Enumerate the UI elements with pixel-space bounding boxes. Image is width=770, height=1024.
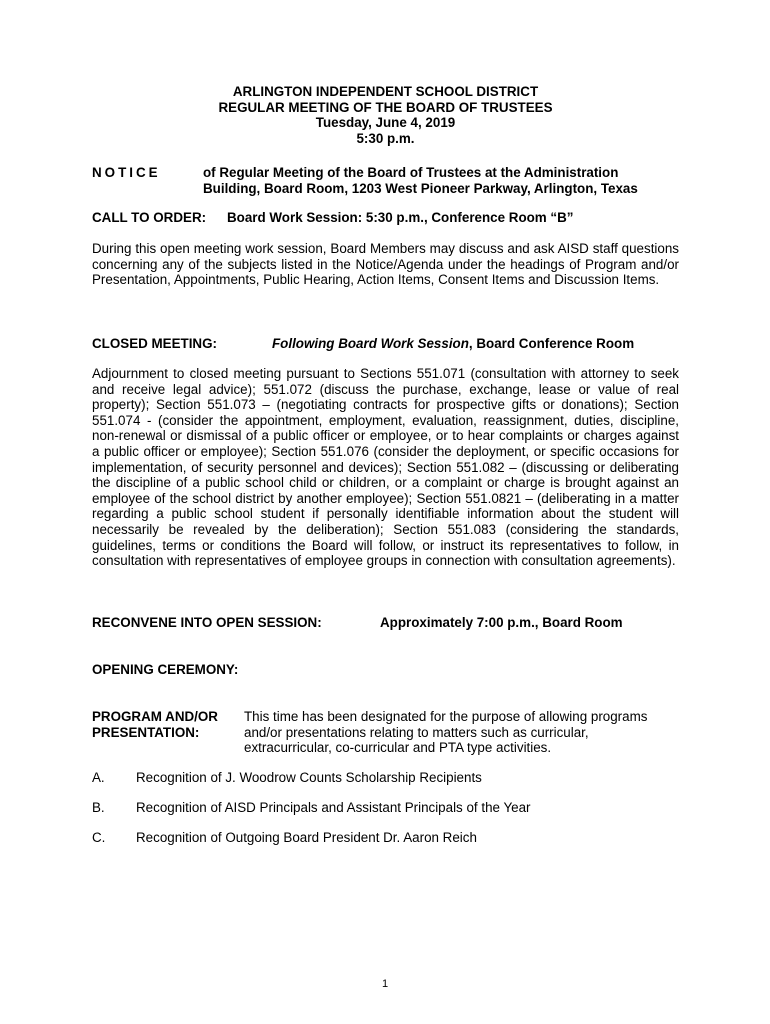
notice-label: NOTICE [92,165,161,180]
closed-meeting-location: , Board Conference Room [468,336,635,351]
list-item-letter: C. [92,830,106,845]
meeting-date: Tuesday, June 4, 2019 [315,115,456,131]
program-description: This time has been designated for the purpose of allowing programs and/or presentations relating to matters such as curricular, extracurricular, co-curricular and PTA type activities. [244,709,648,756]
list-item-letter: A. [92,770,105,785]
closed-meeting-time-italic: Following Board Work Session [272,336,469,351]
notice-text: of Regular Meeting of the Board of Trustees at the Administration Building, Board Room, 1203 West Pioneer Parkway, Arlington, Texas [203,165,638,196]
closed-meeting-label: CLOSED MEETING: [92,336,217,351]
work-session-paragraph: During this open meeting work session, Board Members may discuss and ask AISD staff questions concerning any of the subjects listed in the Notice/Agenda under the headings of Program and/or Presentation, Appointments, Public Hearing, Action Items, Consent Items and Discussion Items. [92,241,679,288]
reconvene-text: Approximately 7:00 p.m., Board Room [380,615,623,630]
meeting-title: REGULAR MEETING OF THE BOARD OF TRUSTEES [218,99,553,115]
document-header [92,84,679,146]
program-label-line2: PRESENTATION: [92,724,200,740]
closed-meeting-paragraph: Adjournment to closed meeting pursuant to Sections 551.071 (consultation with attorney to seek and receive legal advice); 551.072 (discuss the purchase, exchange, lease or value of real property); Section 551.073 – (negotiating contracts for prospective gifts or donations); Section 551.074 - (consider the appointment, employment, evaluation, reassignment, duties, discipline, non-renewal or dismissal of a public officer or employee, or to hear complaints or charges against a public officer or employee); Section 551.076 (consider the deployment, or specific occasions for implementation, of security personnel and devices); Section 551.082 – (discussing or deliberating the discipline of a public school child or children, or a complaint or charge is brought against an employee of the school district by another employee); Section 551.0821 – (deliberating in a matter regarding a public school student if personally identifiable information about the student will necessarily be revealed by the deliberation); Section 551.083 (considering the standards, guidelines, terms or conditions the Board will follow, or instruct its representatives to follow, in consultation with representatives of employee groups in connection with consultation agreements). [92,366,679,569]
list-item-text: Recognition of Outgoing Board President Dr. Aaron Reich [136,830,477,845]
reconvene-label: RECONVENE INTO OPEN SESSION: [92,615,322,630]
list-item-text: Recognition of AISD Principals and Assistant Principals of the Year [136,800,531,815]
call-to-order-label: CALL TO ORDER: [92,210,207,225]
district-name: ARLINGTON INDEPENDENT SCHOOL DISTRICT [232,84,539,99]
opening-ceremony-heading: OPENING CEREMONY: [92,662,239,677]
call-to-order-text: Board Work Session: 5:30 p.m., Conference Room “B” [227,210,574,225]
meeting-time: 5:30 p.m. [356,130,415,146]
program-label-line1: PROGRAM AND/OR [92,709,218,724]
list-item-letter: B. [92,800,105,815]
page-number: 1 [381,978,389,990]
list-item-text: Recognition of J. Woodrow Counts Scholarship Recipients [136,770,482,785]
closed-meeting-text [272,336,634,352]
program-label [92,709,218,740]
